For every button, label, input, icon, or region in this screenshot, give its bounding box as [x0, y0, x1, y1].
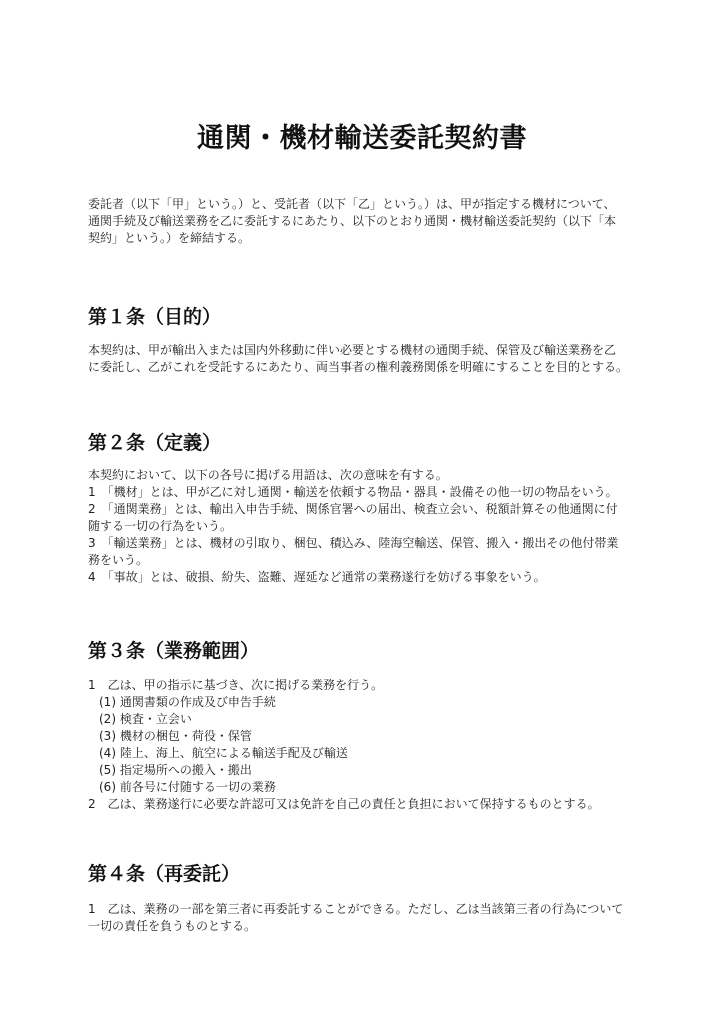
article-2-body [88, 467, 644, 586]
scope-subitem: (6) 前各号に付随する一切の業務 [99, 780, 276, 794]
preamble-line: 通関手続及び輸送業務を乙に委託するにあたり、以下のとおり通関・機材輸送委託契約（以下「本 [88, 214, 617, 228]
preamble [88, 196, 644, 247]
article-4-heading: 第４条（再委託） [88, 863, 241, 885]
article-2-heading: 第２条（定義） [88, 432, 222, 454]
preamble-line: 契約」という。）を締結する。 [88, 231, 251, 245]
article-4-body [88, 901, 644, 935]
article-line: 本契約は、甲が輸出入または国内外移動に伴い必要とする機材の通関手続、保管及び輸送業務を乙 [88, 343, 617, 357]
clause-item: 1 乙は、業務の一部を第三者に再委託することができる。ただし、乙は当該第三者の行為について [88, 902, 624, 916]
definition-item-cont: 務をいう。 [88, 553, 149, 567]
definition-item: 1 「機材」とは、甲が乙に対し通関・輸送を依頼する物品・器具・設備その他一切の物品をいう。 [88, 485, 618, 499]
scope-subitem: (4) 陸上、海上、航空による輸送手配及び輸送 [99, 746, 348, 760]
scope-subitem: (2) 検査・立会い [99, 712, 192, 726]
scope-subitem: (5) 指定場所への搬入・搬出 [99, 763, 252, 777]
article-1-heading: 第１条（目的） [88, 306, 222, 328]
scope-subitem: (1) 通関書類の作成及び申告手続 [99, 695, 276, 709]
definition-item-cont: 随する一切の行為をいう。 [88, 519, 233, 533]
document-title: 通関・機材輸送委託契約書 [197, 123, 527, 154]
clause-item: 2 乙は、業務遂行に必要な許認可又は免許を自己の責任と負担において保持するものとする。 [88, 797, 600, 811]
clause-item: 1 乙は、甲の指示に基づき、次に掲げる業務を行う。 [88, 678, 384, 692]
article-3-heading: 第３条（業務範囲） [88, 640, 260, 662]
clause-item-cont: 一切の責任を負うものとする。 [88, 919, 257, 933]
article-3-body [88, 677, 644, 813]
definition-item: 4 「事故」とは、破損、紛失、盗難、遅延など通常の業務遂行を妨げる事象をいう。 [88, 570, 546, 584]
article-1-body [88, 342, 644, 376]
definition-item: 2 「通関業務」とは、輸出入申告手続、関係官署への届出、検査立会い、税額計算その他通関に付 [88, 502, 618, 516]
definition-item: 3 「輸送業務」とは、機材の引取り、梱包、積込み、陸海空輸送、保管、搬入・搬出その他付帯業 [88, 536, 619, 550]
scope-subitem: (3) 機材の梱包・荷役・保管 [99, 729, 252, 743]
preamble-line: 委託者（以下「甲」という。）と、受託者（以下「乙」という。）は、甲が指定する機材について、 [88, 197, 616, 211]
article-line: 本契約において、以下の各号に掲げる用語は、次の意味を有する。 [88, 468, 448, 482]
article-line: に委託し、乙がこれを受託するにあたり、両当事者の権利義務関係を明確にすることを目的とする。 [88, 360, 629, 374]
